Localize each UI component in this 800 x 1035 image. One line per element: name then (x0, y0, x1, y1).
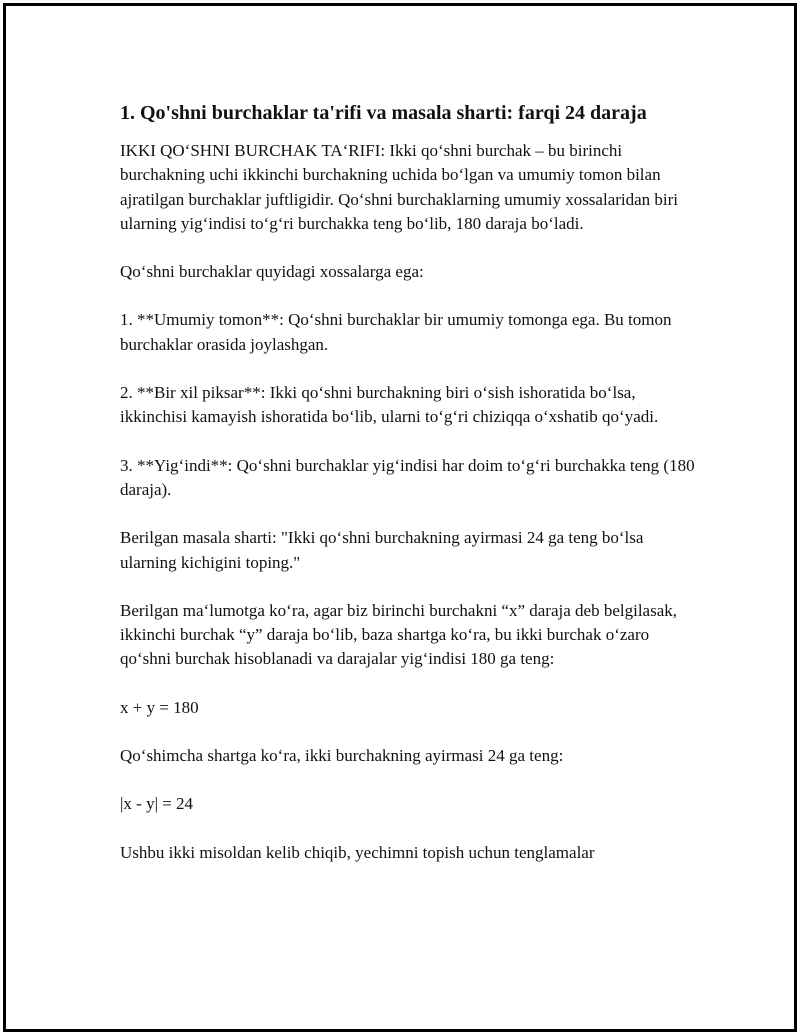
paragraph-property-3: 3. **Yig‘indi**: Qo‘shni burchaklar yig‘indisi har doim to‘g‘ri burchakka teng (180 daraja). (120, 455, 695, 499)
paragraph-setup: Berilgan ma‘lumotga ko‘ra, agar biz birinchi burchakni “x” daraja deb belgilasak, ikkinchi burchak “y” daraja bo‘lib, baza shartga ko‘ra, bu ikki burchak o‘zaro qo‘shni burchak hisoblanadi va darajalar yig‘indisi 180 ga teng: (120, 600, 677, 669)
equation-sum: x + y = 180 (120, 697, 199, 717)
paragraph-extra-condition: Qo‘shimcha shartga ko‘ra, ikki burchakning ayirmasi 24 ga teng: (120, 746, 564, 766)
paragraph-property-1: 1. **Umumiy tomon**: Qo‘shni burchaklar bir umumiy tomonga ega. Bu tomon burchaklar orasida joylashgan. (120, 310, 672, 354)
page-frame (3, 3, 797, 1032)
section-heading: 1. Qo'shni burchaklar ta'rifi va masala sharti: farqi 24 daraja (120, 102, 647, 124)
document-body (120, 100, 700, 889)
paragraph-definition: IKKI QO‘SHNI BURCHAK TA‘RIFI: Ikki qo‘shni burchak – bu birinchi burchakning uchi ikkinchi burchakning uchida bo‘lgan va umumiy tomon bilan ajratilgan burchaklar juftligidir. Qo‘shni burchaklarning umumiy xossalaridan biri ularning yig‘indisi to‘g‘ri burchakka teng bo‘lib, 180 daraja bo‘ladi. (120, 141, 679, 233)
paragraph-problem-statement: Berilgan masala sharti: "Ikki qo‘shni burchakning ayirmasi 24 ga teng bo‘lsa ularning kichigini toping." (120, 528, 644, 572)
equation-difference: |x - y| = 24 (120, 794, 194, 814)
paragraph-conclusion: Ushbu ikki misoldan kelib chiqib, yechimni topish uchun tenglamalar (120, 842, 595, 862)
paragraph-properties-intro: Qo‘shni burchaklar quyidagi xossalarga ega: (120, 262, 424, 282)
paragraph-property-2: 2. **Bir xil piksar**: Ikki qo‘shni burchakning biri o‘sish ishoratida bo‘lsa, ikkinchisi kamayish ishoratida bo‘lib, ularni to‘g‘ri chiziqqa o‘xshatib qo‘yadi. (120, 383, 659, 427)
